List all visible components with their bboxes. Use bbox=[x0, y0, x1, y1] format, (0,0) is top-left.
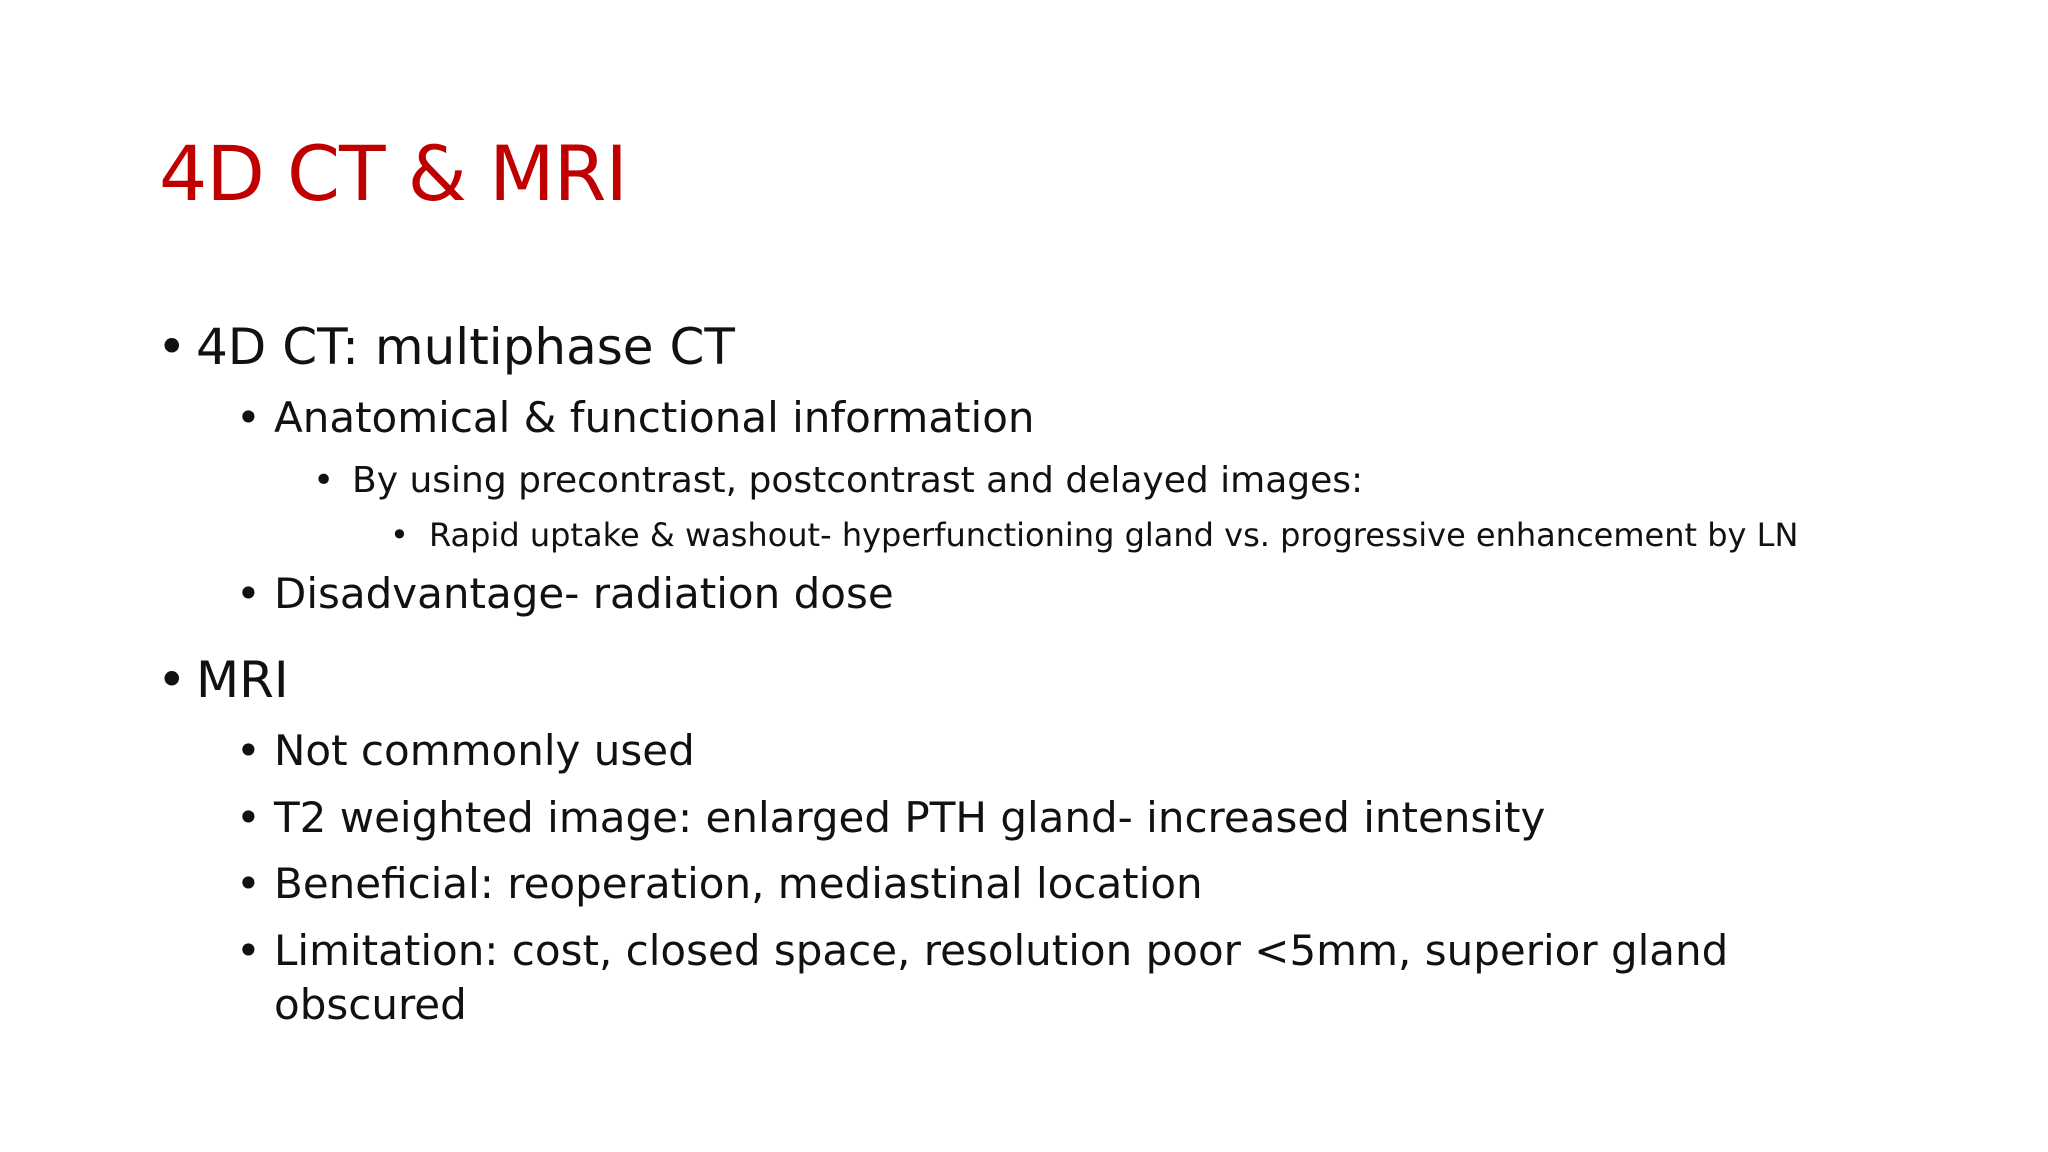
bullet-icon: • bbox=[236, 793, 261, 842]
bullet-text: Rapid uptake & washout- hyperfunctioning gland vs. progressive enhancement by LN bbox=[429, 516, 1799, 554]
bullet-text: Disadvantage- radiation dose bbox=[274, 569, 894, 618]
bullet-icon: • bbox=[236, 926, 261, 975]
bullet-text: MRI bbox=[196, 651, 289, 709]
bullet-icon: • bbox=[236, 393, 261, 442]
bullet-icon: • bbox=[236, 859, 261, 908]
bullet-text: Limitation: cost, closed space, resolution poor <5mm, superior gland bbox=[274, 926, 1729, 975]
bullet-icon: • bbox=[390, 516, 409, 554]
bullet-text: By using precontrast, postcontrast and delayed images: bbox=[352, 460, 1364, 501]
bullet-text: T2 weighted image: enlarged PTH gland- increased intensity bbox=[274, 793, 1546, 842]
bullet-text: Beneficial: reoperation, mediastinal location bbox=[274, 859, 1203, 908]
bullet-icon: • bbox=[236, 726, 261, 775]
bullet-text: 4D CT: multiphase CT bbox=[196, 318, 735, 376]
bullet-icon: • bbox=[157, 318, 187, 376]
bullet-text: Anatomical & functional information bbox=[274, 393, 1035, 442]
bullet-icon: • bbox=[236, 569, 261, 618]
bullet-continuation-text: obscured bbox=[274, 980, 467, 1029]
bullet-icon: • bbox=[313, 460, 335, 501]
bullet-text: Not commonly used bbox=[274, 726, 695, 775]
slide-title: 4D CT & MRI bbox=[159, 129, 627, 218]
bullet-icon: • bbox=[157, 651, 187, 709]
